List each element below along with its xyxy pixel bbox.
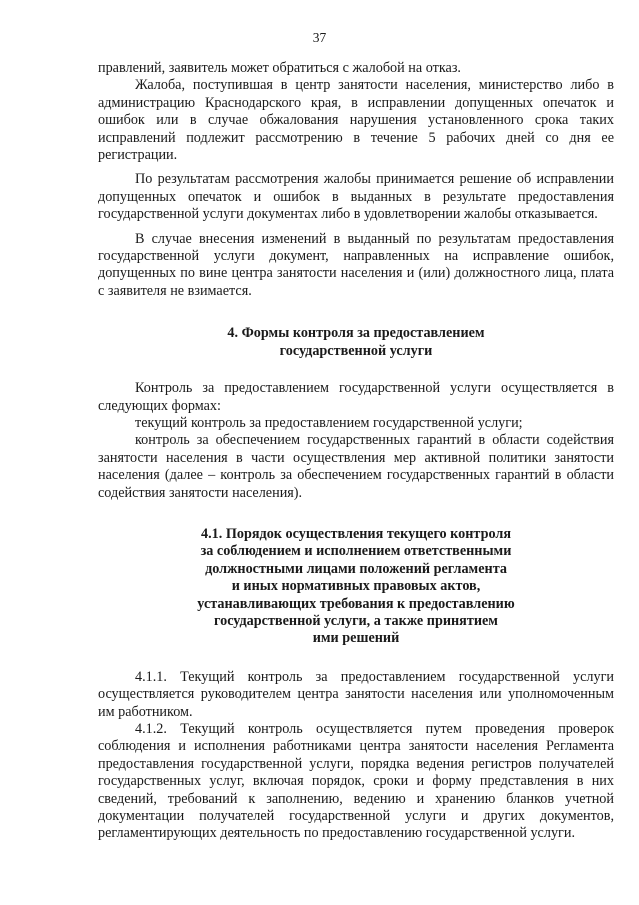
heading-line: должностными лицами положений регламента bbox=[205, 560, 507, 577]
heading-line: 4.1. Порядок осуществления текущего контроля bbox=[201, 525, 511, 542]
document-body bbox=[98, 60, 614, 843]
heading-line: за соблюдением и исполнением ответственными bbox=[200, 543, 512, 560]
section-4-1-heading bbox=[98, 526, 614, 648]
paragraph: правлений, заявитель может обратиться с жалобой на отказ. bbox=[98, 60, 461, 76]
section-4-heading bbox=[98, 325, 614, 360]
paragraph: В случае внесения изменений в выданный по результатам предоставления государственной услуги документ, направленных на исправление ошибок, допущенных по вине центра занятости населения и (или) должностного лица, плата с заявителя не взимается. bbox=[98, 230, 614, 299]
heading-line: ими решений bbox=[312, 630, 400, 647]
heading-line: государственной услуги, а также принятием bbox=[214, 612, 498, 629]
paragraph: По результатам рассмотрения жалобы принимается решение об исправлении допущенных опечаток и ошибок в выданных в результате предоставления государственной услуги документах либо в удовлетворении жалобы отказывается. bbox=[98, 171, 614, 223]
paragraph: контроль за обеспечением государственных гарантий в области содействия занятости населения в части осуществления мер активной политики занятости населения (далее – контроль за обеспечением государственных гарантий в области содействия занятости населения). bbox=[98, 432, 614, 501]
heading-line: устанавливающих требования к предоставлению bbox=[197, 595, 515, 612]
paragraph: 4.1.2. Текущий контроль осуществляется путем проведения проверок соблюдения и исполнения работниками центра занятости населения Регламента предоставления государственной услуги, порядка ведения регистров получателей государственных услуг, включая порядок, сроки и форму представления в них сведений, требований к заполнению, ведению и хранению бланков учетной документации получателей государственной услуги и других документов, регламентирующих деятельность по предоставлению государственной услуги. bbox=[98, 721, 614, 842]
heading-line: государственной услуги bbox=[279, 342, 433, 359]
heading-line: 4. Формы контроля за предоставлением bbox=[227, 325, 485, 342]
paragraph: Контроль за предоставлением государственной услуги осуществляется в следующих формах: bbox=[98, 380, 614, 414]
heading-line: и иных нормативных правовых актов, bbox=[231, 578, 481, 595]
paragraph: Жалоба, поступившая в центр занятости населения, министерство либо в администрацию Краснодарского края, в исправлении допущенных опечаток и ошибок или в случае обжалования нарушения установленного срока таких исправлений подлежит рассмотрению в течение 5 рабочих дней со дня ее регистрации. bbox=[98, 77, 614, 164]
paragraph: текущий контроль за предоставлением государственной услуги; bbox=[135, 414, 523, 431]
paragraph: 4.1.1. Текущий контроль за предоставлением государственной услуги осуществляется руководителем центра занятости населения или уполномоченным им работником. bbox=[98, 668, 614, 720]
page-number: 37 bbox=[312, 30, 327, 45]
